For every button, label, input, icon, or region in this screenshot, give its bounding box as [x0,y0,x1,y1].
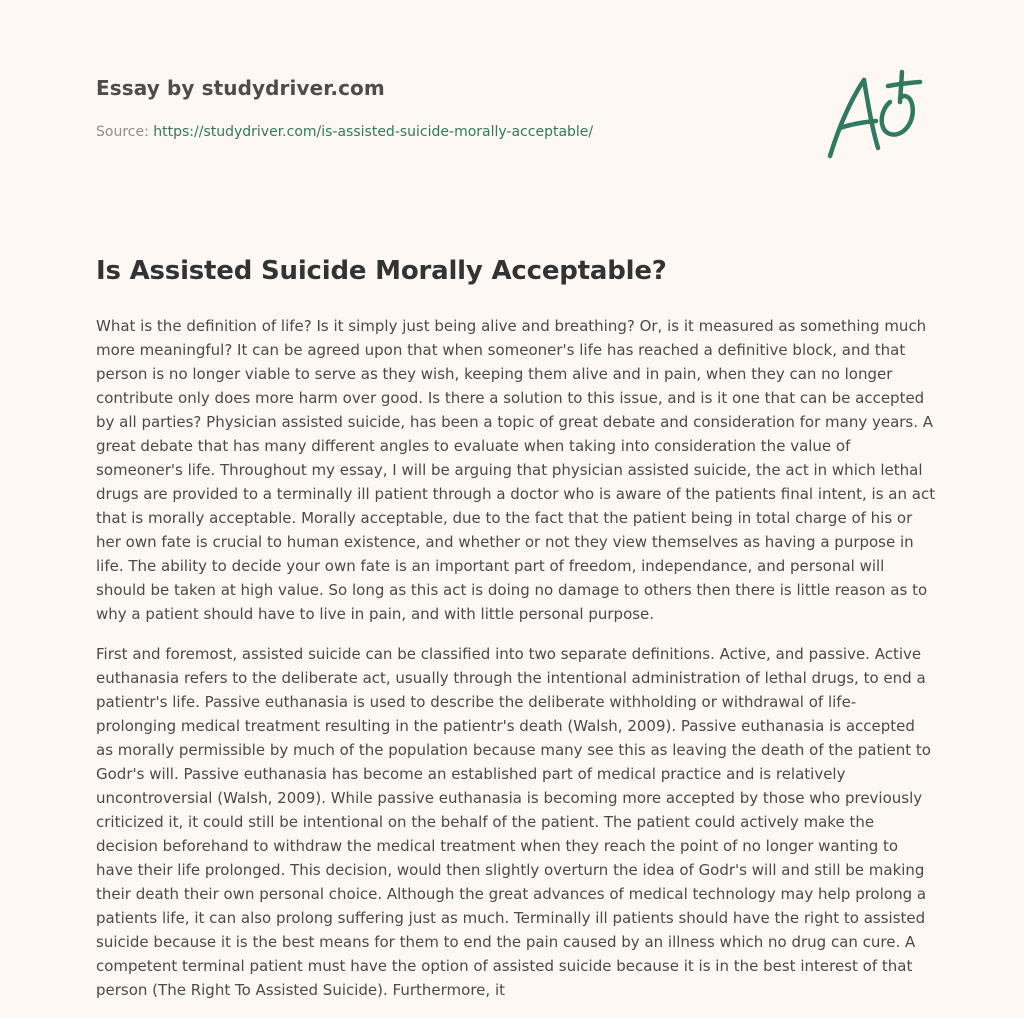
essay-body [96,314,936,1018]
essay-paragraph: First and foremost, assisted suicide can be classified into two separate definitions. Active, and passive. Active euthanasia refers to the deliberate act, usually through the intentional administration of lethal drugs, to end a patientr's life. Passive euthanasia is used to describe the deliberate withholding or withdrawal of life- prolonging medical treatment resulting in the patientr's death (Walsh, 2009). Passive euthanasia is accepted as morally permissible by much of the population because many see this as leaving the death of the patient to Godr's will. Passive euthanasia has become an established part of medical practice and is relatively uncontroversial (Walsh, 2009). While passive euthanasia is becoming more accepted by those who previously criticized it, it could still be intentional on the behalf of the patient. The patient could actively make the decision beforehand to withdraw the medical treatment when they reach the point of no longer wanting to have their life prolonged. This decision, would then slightly overturn the idea of Godr's will and still be making their death their own personal choice. Although the great advances of medical technology may help prolong a patients life, it can also prolong suffering just as much. Terminally ill patients should have the right to assisted suicide because it is the best means for them to end the pain caused by an illness which no drug can cure. A competent terminal patient must have the option of assisted suicide because it is in the best interest of that person (The Right To Assisted Suicide). Furthermore, it [96,645,931,999]
essay-title: Is Assisted Suicide Morally Acceptable? [96,256,667,286]
essay-paragraph: What is the definition of life? Is it simply just being alive and breathing? Or, is it measured as something much more meaningful? It can be agreed upon that when someoner's life has reached a definitive block, and that person is no longer viable to serve as they wish, keeping them alive and in pain, when they can no longer contribute only does more harm over good. Is there a solution to this issue, and is it one that can be accepted by all parties? Physician assisted suicide, has been a topic of great debate and consideration for many years. A great debate that has many different angles to evaluate when taking into consideration the value of someoner's life. Throughout my essay, I will be arguing that physician assisted suicide, the act in which lethal drugs are provided to a terminally ill patient through a doctor who is aware of the patients final intent, is an act that is morally acceptable. Morally acceptable, due to the fact that the patient being in total charge of his or her own fate is crucial to human existence, and whether or not they view themselves as having a purpose in life. The ability to decide your own fate is an important part of freedom, independance, and personal will should be taken at high value. So long as this act is doing no damage to others then there is little reason as to why a patient should have to live in pain, and with little personal purpose. [96,317,936,623]
source-link[interactable]: https://studydriver.com/is-assisted-suicide-morally-acceptable/ [153,124,594,140]
site-title: Essay by studydriver.com [96,76,385,100]
source-line [96,124,593,140]
source-label: Source: [96,124,149,140]
a-plus-logo-icon [820,68,930,164]
